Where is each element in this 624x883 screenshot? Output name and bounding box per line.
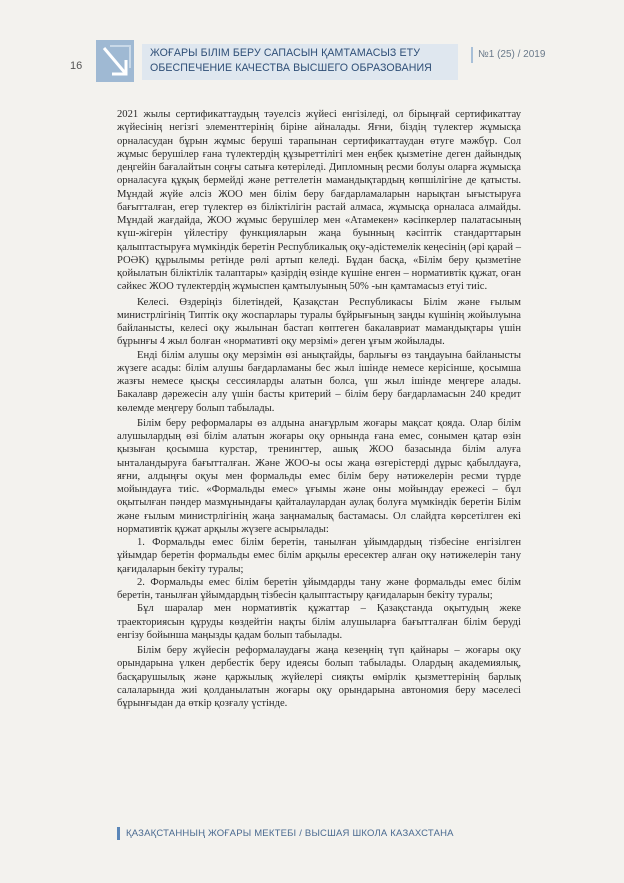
paragraph-3: Енді білім алушы оқу мерзімін өзі анықтайды, барлығы өз таңдауына байланысты жүзеге асады: білім алушы бағдарламаны бес жыл ішінде немесе керісінше, қосымша жазғы немесе қысқы сессияларды алатын болса, үш жыл ішінде меңгере алады. Бакалавр дәрежесін алу үшін басты критерий – білім беру бағдарламасын 240 кредит көлемде меңгеру болып табылады. (117, 349, 521, 414)
paragraph-1: 2021 жылы сертификаттаудың тәуелсіз жүйесі енгізіледі, ол бірыңғай сертификаттау жүйесінің негізгі элементтерінің біріне айналады. Яғни, біздің түлектер жұмысқа орналасудан бұрын жұмыс беруші тарапынан сертификаттаудан өтуге мәжбүр. Сол жұмыс берушілер ғана түлектердің құзыреттілігі мен еңбек қызметіне деген дайындық деңгейін бағалайтын соңғы сатыға көтеріледі. Дипломның ресми болуы оларға жұмысқа орналасуға құқық бермейді және реттелетін мамандықтардың көпшілігіне де қатысты. Мұндай жүйе әлсіз ЖОО мен білім беру бағдарламаларын нарықтан ығыстыруға бағытталған, егер түлектер өз біліктілігін растай алмаса, жұмысқа орналаса алмайды. Мұндай жағдайда, ЖОО жұмыс берушілер мен «Атамекен» кәсіпкерлер палатасының күш-жігерін үйлестіру функцияларын жаңа буынның кәсіптік стандарттарын қалыптастыруға мүмкіндік беретін Республикалық оқу-әдістемелік кеңесінің (әрі қарай – РОӘК) құрылымы ретінде рөлі артып келеді. Бұдан басқа, «Білім беру қызметіне қойылатын біліктілік талаптары» қазірдің өзінде күшіне енген – нормативтік құжат, оған сәйкес ЖОО түлектердің жұмыспен қамтылуының 50% -ын қамтамасыз етуі тиіс. (117, 109, 521, 293)
paragraph-4: Білім беру реформалары өз алдына анағұрлым жоғары мақсат қояда. Олар білім алушылардың өзі білім алатын жоғары оқу орнында ғана емес, сонымен қатар өзін қызыған қосымша курстар, тренингтер, ашық ЖОО базасында білім алуға ынталандыруға бағытталған. Және ЖОО-ы осы жаңа өзгерістерді дұрыс қабылдауға, яғни, алдыңғы оқуы мен формальды емес білім беру нәтижелерін ресми түрде мойындауға тиіс. «Формальды емес» ұғымы және оны мойындау ережесі – бұл оқытылған пәндер мазмұнындағы қайталаулардан аулақ болуға мүмкіндік беретін Білім және ғылым министрлігінің жаңа заңнамалық бастамасы. Ол слайдта көрсетілген екі нормативтік құжат арқылы жүзеге асырылады: (117, 417, 521, 535)
footer-journal-name: ҚАЗАҚСТАННЫҢ ЖОҒАРЫ МЕКТЕБІ / ВЫСШАЯ ШКОЛА КАЗАХСТАНА (126, 827, 454, 839)
paragraph-5: Бұл шаралар мен нормативтік құжаттар – Қазақстанда оқытудың жеке траекториясын құруды көздейтін нақты білім алушыларға бағытталған білім беруді енгізу бойынша маңызды қадам болып табылады. (117, 603, 521, 641)
issue-divider (471, 47, 473, 63)
issue-number: №1 (25) / 2019 (478, 49, 546, 60)
header-title-block (142, 44, 458, 80)
paragraph-2: Келесі. Өздеріңіз білетіндей, Қазақстан Республикасы Білім және ғылым министрлігінің Типтік оқу жоспарлары туралы бұйрығының заңды күшінің жойылуына байланысты, келесі оқу жылынан бастап көптеген бакалавриат мамандықтары үшін бұрынғы 4 жыл болған «нормативті оқу мерзімі» деген ұғым жойылады. (117, 296, 521, 348)
list-item-1: 1. Формальды емес білім беретін, танылған ұйымдардың тізбесіне енгізілген ұйымдар беретін формальды емес білім арқылы ересектер алған оқу нәтижелерін тану қағидаларын бекіту туралы; (117, 537, 521, 575)
article-body (117, 108, 521, 710)
paragraph-6: Білім беру жүйесін реформалаудағы жаңа кезеңнің түп қайнары – жоғары оқу орындарына үлкен дербестік беру идеясы болып табылады. Олардың академиялық, басқарушылық және қаржылық жүйелері сияқты өмірлік қызметтерінің барлық салаларында жиі қолданылатын жоғары оқу орындарына автономия беру мәселесі бұрынғыдан да өткір қозғалу үстінде. (117, 645, 521, 709)
footer-accent-bar (117, 827, 120, 840)
arrow-corner-icon (96, 40, 134, 82)
header-title-kazakh: ЖОҒАРЫ БІЛІМ БЕРУ САПАСЫН ҚАМТАМАСЫЗ ЕТУ (150, 47, 421, 59)
footer (117, 826, 454, 840)
page-number: 16 (70, 60, 83, 72)
list-item-2: 2. Формальды емес білім беретін ұйымдарды тану және формальды емес білім беретін, танылған ұйымдардың тізбесін қалыптастыру қағидаларын бекіту туралы; (117, 576, 521, 601)
header-title-russian: ОБЕСПЕЧЕНИЕ КАЧЕСТВА ВЫСШЕГО ОБРАЗОВАНИЯ (150, 62, 432, 74)
